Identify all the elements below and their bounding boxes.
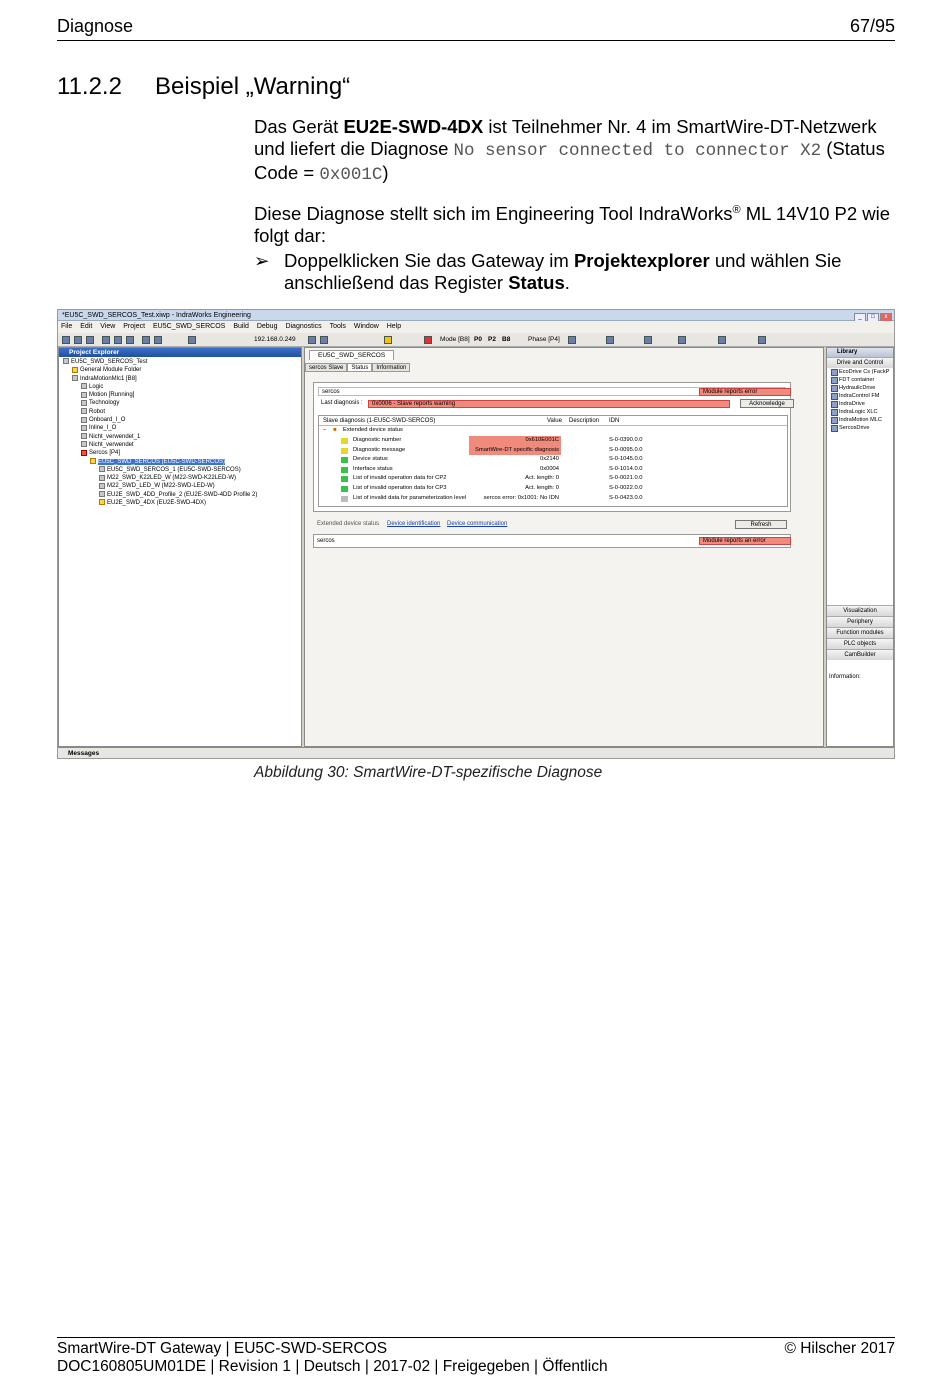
tree-node-label: EU2E_SWD_4DX (EU2E-SWD-4DX) [107,500,207,507]
warning-icon[interactable] [384,336,392,344]
tree-node-icon [81,383,87,389]
tool-icon[interactable] [606,336,614,344]
table-row[interactable] [319,484,787,494]
status-color-icon [341,486,348,492]
bold-term: Projektexplorer [573,250,710,271]
row-value: 0x0004 [539,465,559,472]
menu-debug[interactable]: Debug [256,323,278,330]
tree-node[interactable] [59,499,301,507]
row-idn: S-0-1014.0.0 [609,465,643,472]
library-category-button[interactable]: Visualization [827,605,893,616]
tree-node-icon [81,425,87,431]
row-idn: S-0-0095.0.0 [609,446,643,453]
tree-node-icon [81,450,87,456]
library-pane [826,347,894,747]
phase-p2-button[interactable]: P2 [488,336,496,343]
table-row[interactable] [319,455,787,465]
tree-node[interactable] [59,391,301,399]
paste-icon[interactable] [126,336,134,344]
library-category-button[interactable]: Function modules [827,627,893,638]
tree-node[interactable] [59,366,301,374]
footer-copyright: © Hilscher 2017 [784,1340,895,1357]
tree-node[interactable] [59,358,301,366]
document-tab[interactable]: EU5C_SWD_SERCOS [309,350,394,360]
registered-mark: ® [732,204,741,216]
bottom-error-badge: Module reports an error [699,537,791,545]
row-name: Device status [353,456,388,463]
row-value: Act. length: 0 [525,475,559,482]
logout-icon[interactable] [320,336,328,344]
editor-tabs [305,363,410,373]
row-name: Diagnostic message [353,446,406,453]
undo-icon[interactable] [142,336,150,344]
status-color-icon [341,476,348,482]
tree-node-icon [81,408,87,414]
tree-node-icon [63,358,69,364]
row-idn: S-0-0390.0.0 [609,437,643,443]
tool-icon[interactable] [758,336,766,344]
instruction-bullet [254,250,894,294]
diagnosis-grid [318,415,788,507]
tree-node-label: Inline_I_O [89,425,117,432]
table-row[interactable] [319,494,787,504]
tree-node-icon [99,466,105,472]
col-idn: IDN [609,418,620,424]
tree-node[interactable] [59,375,301,383]
editor-pane [304,347,824,747]
menu-tools[interactable]: Tools [329,323,346,330]
status-color-icon [341,448,348,454]
text: ist Teilnehmer Nr. 4 im SmartWire-DT-Netzwerk und liefert die Diagnose [254,116,877,159]
tree-node-label: EU5C_SWD_SERCOS_Test [71,359,148,365]
project-tree [59,357,301,507]
tree-node-icon [81,433,87,439]
tree-node-label: Sercos [P4] [89,450,121,457]
ip-address[interactable]: 192.168.0.249 [254,336,296,343]
row-name: List of invalid data for parameterization level [353,494,467,501]
bold-term: Status [508,272,565,293]
library-category[interactable]: Drive and Control [827,357,893,368]
paragraph-device [254,116,894,186]
tree-node-icon [72,367,78,373]
row-value: 0x2140 [539,456,559,463]
section-title: Beispiel „Warning“ [155,73,351,100]
ext-status-label: Extended device status [317,521,380,527]
library-item[interactable]: EcoDrive Cs (FackP [827,368,893,376]
text: Diese Diagnose stellt sich im Engineering Tool IndraWorks [254,203,733,225]
indraworks-screenshot [57,309,895,759]
menu-build[interactable]: Build [233,323,249,330]
phase-p0-button[interactable]: P0 [474,336,482,343]
save-icon[interactable] [86,336,94,344]
table-row[interactable] [319,474,787,484]
messages-pane[interactable]: Messages [58,747,894,759]
status-color-icon [341,496,348,502]
row-value: Act. length: 0 [525,485,559,491]
bottom-status [313,534,791,548]
row-idn: S-0-0423.0.0 [609,494,643,501]
tree-node-label: Nicht_verwendet_1 [89,433,141,440]
open-icon[interactable] [74,336,82,344]
tree-node-icon [81,441,87,447]
tree-node-icon [99,491,105,497]
group-label: Extended device status [343,427,403,433]
library-category-button[interactable]: CamBuilder [827,649,893,660]
status-color-icon [341,438,348,444]
menu-edit[interactable]: Edit [80,323,93,330]
text: Doppelklicken Sie das Gateway im [284,250,574,271]
library-item[interactable]: FDT container [827,376,893,384]
tree-node-label: M22_SWD_LED_W (M22-SWD-LED-W) [107,483,215,490]
row-idn: S-0-0022.0.0 [609,485,643,491]
section-name: Diagnose [57,16,134,36]
copy-icon[interactable] [114,336,122,344]
diagnosis-text: No sensor connected to connector X2 [453,141,822,161]
menu-window[interactable]: Window [353,323,379,330]
tool-icon[interactable] [718,336,726,344]
figure-caption: Abbildung 30: SmartWire-DT-spezifische Diagnose [254,764,603,781]
paragraph-tool [254,199,894,247]
tree-node-icon [99,475,105,481]
status-color-icon [341,467,348,473]
mode-indicator[interactable]: Mode [B8] [440,336,470,343]
cut-icon[interactable] [102,336,110,344]
section-number: 11.2.2 [57,73,122,100]
tree-node-icon [99,483,105,489]
library-category-button[interactable]: PLC objects [827,638,893,649]
tree-node[interactable] [59,424,301,432]
menu-device[interactable]: EU5C_SWD_SERCOS [153,323,226,330]
tab-sercos-slave[interactable]: sercos Slave [305,363,347,372]
table-row[interactable] [319,465,787,475]
tree-node-label: Motion [Running] [89,392,135,399]
library-item[interactable]: IndraControl FM [827,392,893,400]
login-icon[interactable] [308,336,316,344]
library-category-button[interactable]: Periphery [827,616,893,627]
row-name: Diagnostic number [353,437,402,443]
tree-node[interactable] [59,416,301,424]
redo-icon[interactable] [154,336,162,344]
tree-node-icon [81,392,87,398]
footer-line-1: SmartWire-DT Gateway | EU5C-SWD-SERCOS [57,1340,388,1357]
tool-icon[interactable] [644,336,652,344]
text: und wählen Sie anschließend das Register [284,250,842,293]
tool-icon[interactable] [678,336,686,344]
tree-node-icon [90,458,96,464]
device-identification-link[interactable]: Device identification [387,521,441,527]
tree-node-label: Technology [89,400,120,407]
scan-icon[interactable] [568,336,576,344]
tab-status[interactable]: Status [347,363,372,372]
last-diagnosis-value: 0x0006 - Slave reports warning [368,400,730,408]
tree-node-icon [72,375,78,381]
tree-node-icon [99,499,105,505]
tree-node-label: IndraMotionMlc1 [B8] [80,375,137,382]
sercos-label: sercos [322,389,340,395]
tree-node[interactable] [59,408,301,416]
menu-help[interactable]: Help [386,323,402,330]
tree-node-label: EU5C_SWD_SERCOS_1 (EU5C-SWD-SERCOS) [107,466,241,473]
tree-node[interactable] [59,399,301,407]
text: . [564,272,570,293]
menu-file[interactable]: File [61,323,73,330]
tree-node-label: EU2E_SWD_4DD_Profile_2 (EU2E-SWD-4DD Profile 2) [107,491,258,498]
library-title: Library [827,348,893,357]
library-item[interactable]: IndraMotion MLC [827,416,893,424]
project-explorer-pane [58,347,302,747]
status-color-icon [341,457,348,463]
tree-node-icon [81,400,87,406]
toolbar [58,333,894,347]
menu-diagnostics[interactable]: Diagnostics [285,323,322,330]
new-icon[interactable] [62,336,70,344]
text: (Status Code = [254,138,885,183]
device-name: EU2E-SWD-4DX [343,116,484,137]
group-icon: ■ [333,427,337,433]
row-name: List of invalid operation data for CP3 [353,485,447,491]
tree-node-label: Onboard_I_O [89,417,126,424]
text: Das Gerät [254,116,344,137]
link-row [313,518,791,530]
menu-view[interactable]: View [100,323,116,330]
col-description: Description [569,418,600,424]
page-number: 67/95 [849,16,895,36]
refresh-button[interactable]: Refresh [735,520,787,529]
stop-icon[interactable] [424,336,432,344]
tree-node[interactable] [59,441,301,449]
phase-b8-button[interactable]: B8 [502,336,511,343]
project-explorer-title: Project Explorer [59,348,301,357]
tree-node-label: EU5C_SWD_SERCOS (EU5C-SWD-SERCOS) [98,458,226,465]
tab-information[interactable]: Information [372,363,410,372]
row-name: Interface status [353,465,393,472]
collapse-icon[interactable]: − [323,427,327,433]
tree-node[interactable] [59,433,301,441]
last-diagnosis-label: Last diagnosis : [321,400,363,406]
tree-node-icon [81,417,87,423]
page-header [57,16,895,41]
window-titlebar [58,310,894,321]
col-slave-diagnosis: Slave diagnosis (1-EU5C-SWD-SERCOS) [323,418,436,424]
row-value: 0x610E001C [469,436,561,446]
col-value: Value [547,418,562,424]
tree-node-label: M22_SWD_K22LED_W (M22-SWD-K22LED-W) [107,475,237,482]
status-panel [313,382,791,512]
tree-node[interactable] [59,466,301,474]
maximize-icon[interactable]: □ [867,313,879,322]
close-icon[interactable]: x [880,313,892,322]
group-row[interactable] [319,426,787,436]
module-error-badge: Module reports error [699,388,791,396]
menu-project[interactable]: Project [123,323,146,330]
library-item[interactable]: HydraulicDrive [827,384,893,392]
text: ) [382,162,389,183]
tree-node[interactable] [59,474,301,482]
footer-line-2: DOC160805UM01DE | Revision 1 | Deutsch | 2017-02 | Freigegeben | Öffentlich [57,1358,608,1375]
tree-node[interactable] [59,383,301,391]
tree-node[interactable] [59,458,301,466]
text: ML 14V10 P2 wie folgt dar: [254,203,891,247]
row-idn: S-0-0021.0.0 [609,475,643,482]
row-idn: S-0-1045.0.0 [609,456,643,463]
library-item[interactable]: IndraLogic XLC [827,408,893,416]
device-communication-link[interactable]: Device communication [447,521,508,527]
arrow-bullet-icon: ➢ [254,250,270,271]
page-footer [57,1337,895,1376]
bottom-sercos-label: sercos [317,538,335,544]
minimize-icon[interactable]: _ [854,313,866,322]
tree-node[interactable] [59,482,301,490]
row-value: sercos error: 0x1001: No IDN [483,494,559,501]
tree-node[interactable] [59,491,301,499]
grid-header [319,416,787,426]
tree-node[interactable] [59,449,301,457]
status-code: 0x001C [319,165,383,185]
tree-node-label: Nicht_verwendet [89,441,134,448]
library-item[interactable]: IndraDrive [827,400,893,408]
connect-icon[interactable] [188,336,196,344]
menu-bar [58,321,894,333]
information-label: Information: [829,674,861,680]
tree-node-label: Logic [89,383,104,390]
tree-node-label: Robot [89,408,106,415]
window-title: *EU5C_SWD_SERCOS_Test.xiwp - IndraWorks Engineering [62,312,251,319]
acknowledge-button[interactable]: Acknowledge [740,399,794,408]
table-row[interactable] [319,446,787,456]
phase-indicator[interactable]: Phase [P4] [528,336,560,343]
table-row[interactable] [319,436,787,446]
row-name: List of invalid operation data for CP2 [353,475,447,482]
tree-node-label: General Module Folder [80,367,142,374]
library-item[interactable]: SercosDrive [827,424,893,432]
section-heading [57,73,350,101]
row-value: SmartWire-DT specific diagnosis [469,446,561,456]
